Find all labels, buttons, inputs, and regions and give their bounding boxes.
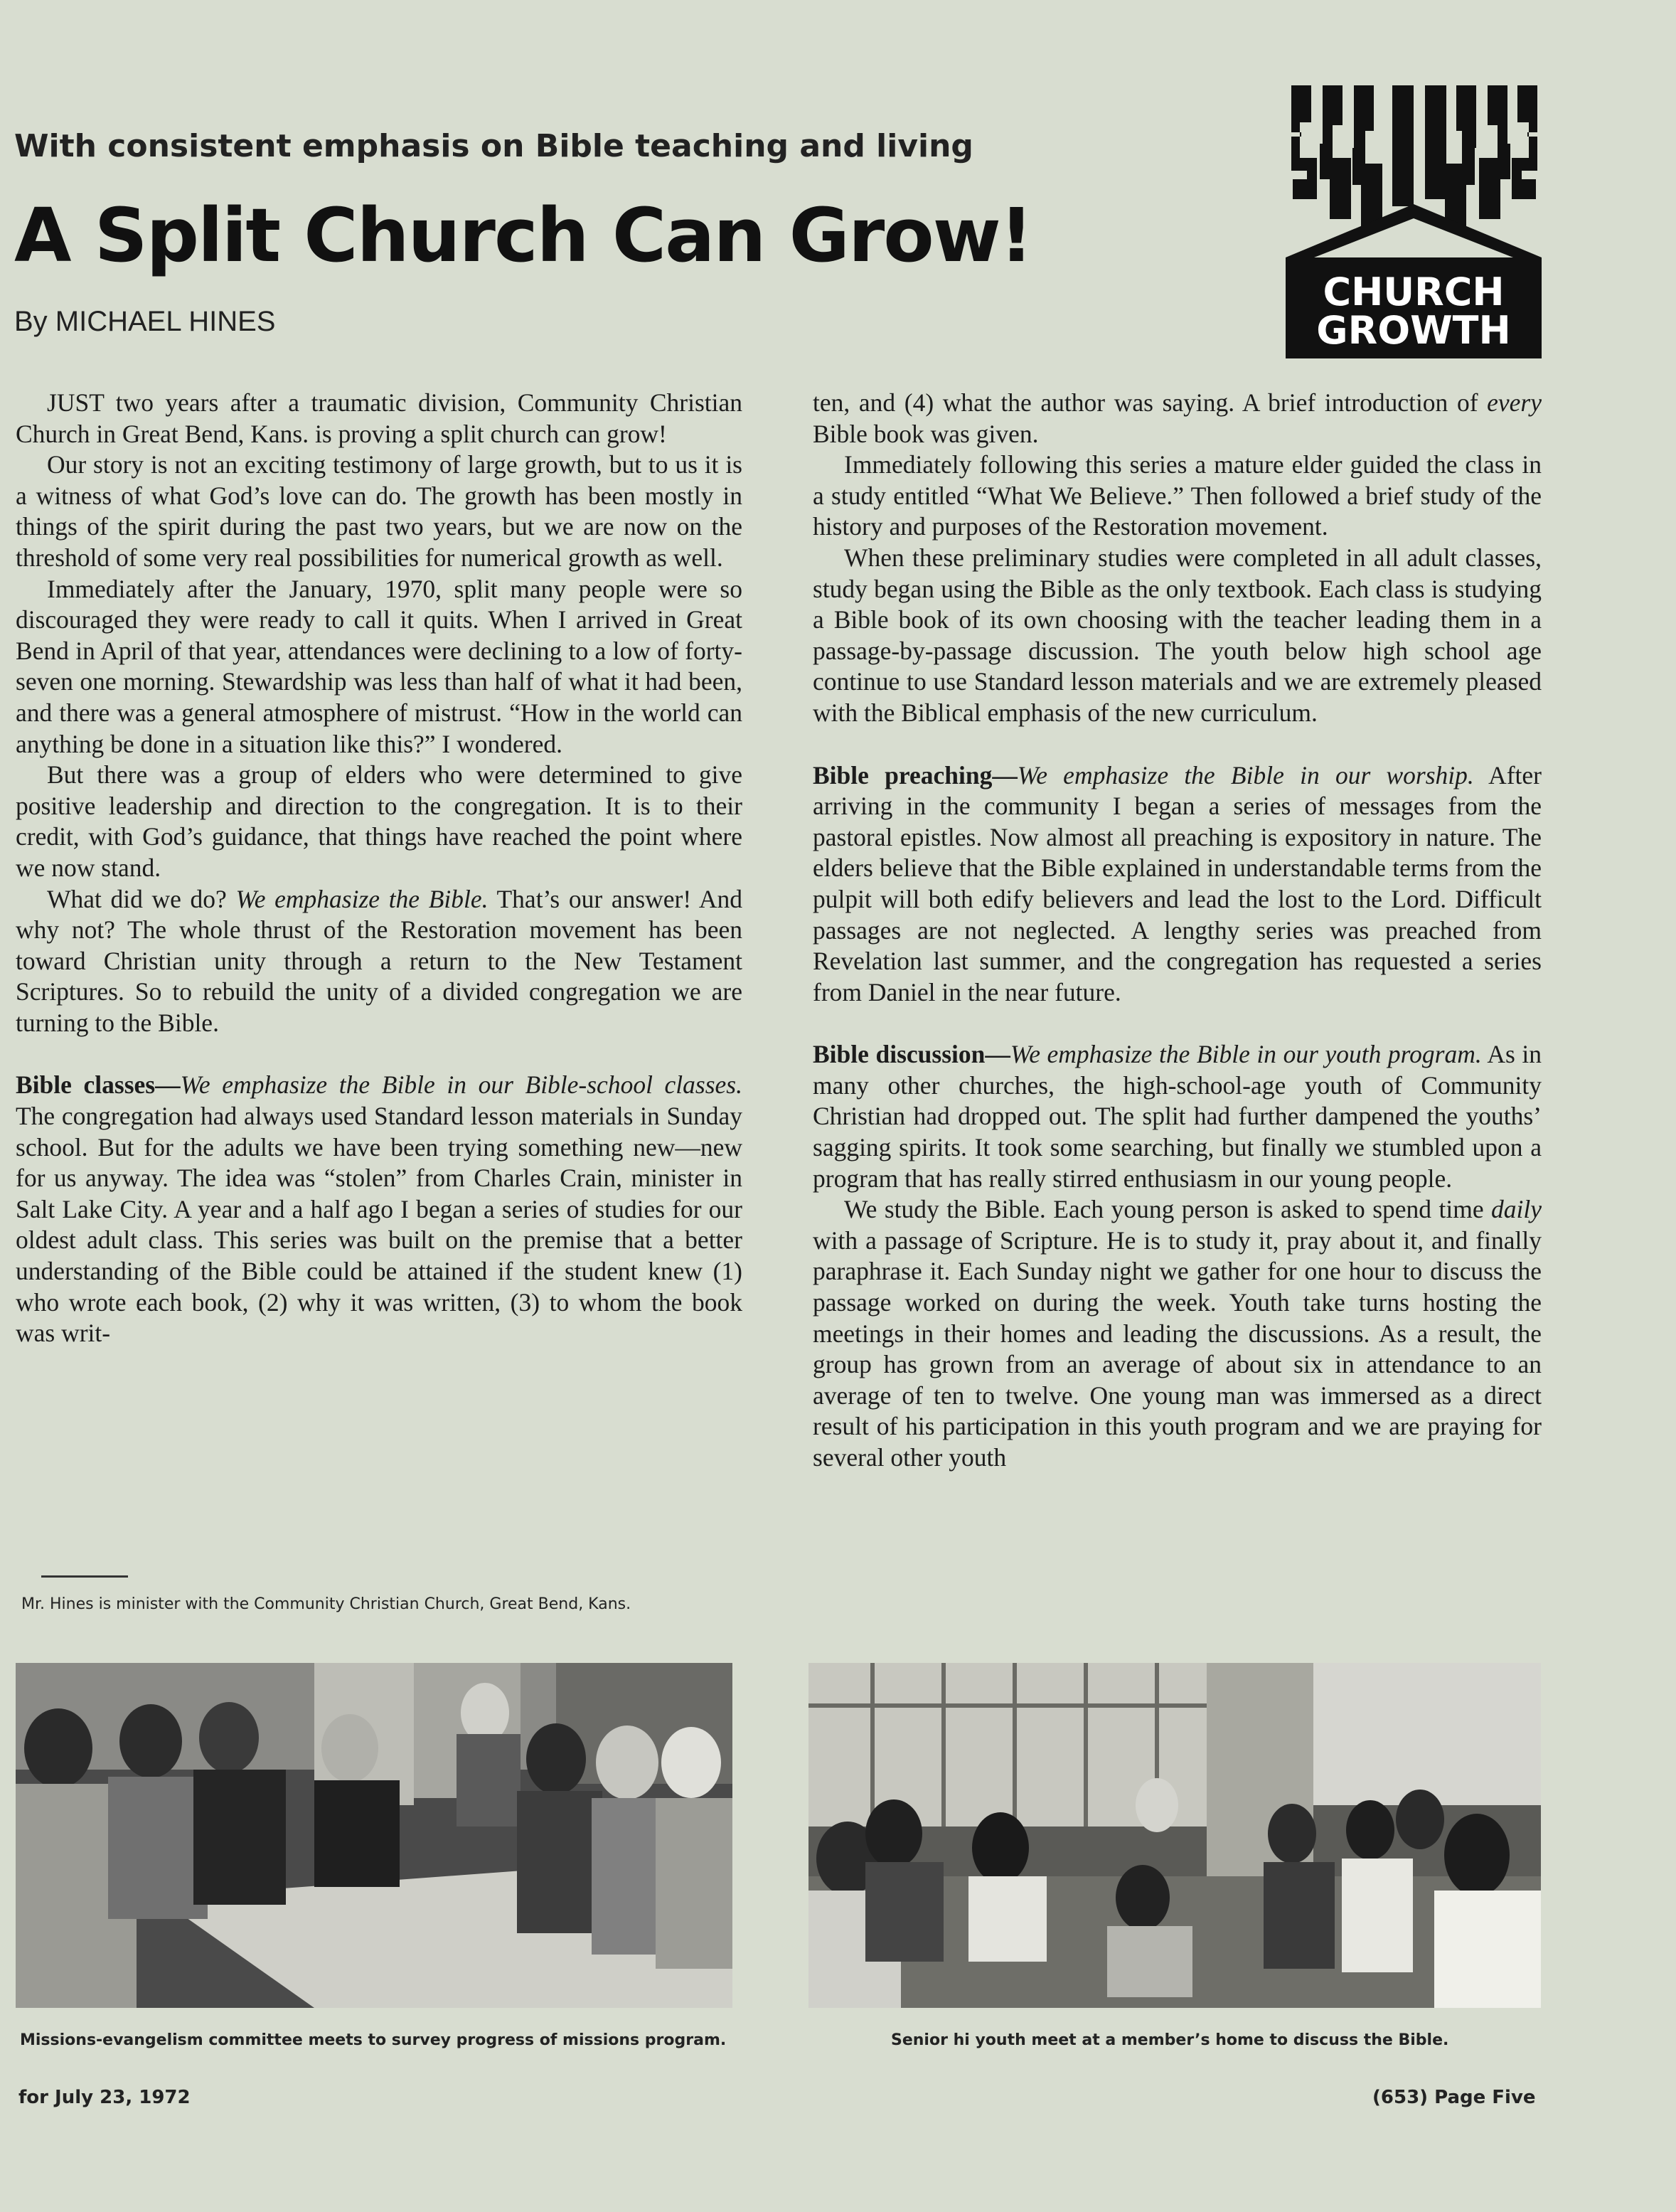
paragraph — [813, 388, 1542, 450]
article-byline: By MICHAEL HINES — [14, 306, 276, 337]
logo-word-growth: GROWTH — [1316, 308, 1511, 353]
paragraph: Our story is not an exciting testimony of large growth, but to us it is a witness of what God’s love can do. The growth has been mostly in things of the spirit during the past two years, but we are now on the threshold of some very real possibilities for numerical growth as well. — [16, 450, 742, 572]
emphasis-text: We emphasize the Bible in our youth program. — [1010, 1040, 1482, 1069]
section-heading: Bible classes— — [16, 1070, 181, 1100]
section-bible-classes — [16, 1070, 742, 1349]
youth-photo-image — [808, 1663, 1541, 2008]
paragraph — [813, 1194, 1542, 1473]
text-run: Bible book was given. — [813, 419, 1039, 448]
section-heading: Bible preaching— — [813, 760, 1018, 789]
logo-word-church: CHURCH — [1323, 270, 1505, 314]
text-run: As in many other churches, the high-school-age youth of Community Christian had dropped out. The split had further dampened the youths’ sagging spirits. It took some searching, but finally we stumbled upon a program that has really stirred enthusiasm in our young people. — [813, 1040, 1542, 1193]
emphasis-text: We emphasize the Bible in our Bible-school classes. — [180, 1070, 742, 1100]
section-bible-discussion — [813, 1039, 1542, 1194]
article-column-right — [813, 388, 1542, 1474]
footnote-divider — [41, 1575, 128, 1578]
emphasis-text: We emphasize the Bible in our worship. — [1017, 760, 1474, 789]
text-run: After arriving in the community I began a series of messages from the pastoral epistles. Now almost all preaching is expository in nature. The elders believe that the Bible explained in understandable terms from the pulpit will both edify believers and lead the lost to the Lord. Difficult passages are not neglected. A lengthy series was preached from Revelation last summer, and the congregation has requested a series from Daniel in the near future. — [813, 760, 1542, 1006]
emphasis-text: every — [1487, 388, 1542, 417]
photo-committee-meeting — [16, 1663, 732, 2008]
text-run: ten, and (4) what the author was saying. A brief introduction of — [813, 388, 1488, 417]
text-run: with a passage of Scripture. He is to study it, pray about it, and finally paraphrase it. Each Sunday night we gather for one hour to discuss the passage worked on during the week. Youth take turns hosting the meetings in their homes and leading the discussions. As a result, the group has grown from an average of about six in attendance to an average of ten to twelve. One young man was immersed as a direct result of his participation in this youth program and we are praying for several other youth — [813, 1225, 1542, 1472]
section-heading: Bible discussion— — [813, 1040, 1010, 1069]
author-footnote: Mr. Hines is minister with the Community Christian Church, Great Bend, Kans. — [21, 1595, 631, 1613]
article-headline: A Split Church Can Grow! — [14, 192, 1032, 279]
issue-date: for July 23, 1972 — [18, 2087, 191, 2108]
paragraph — [16, 884, 742, 1039]
emphasis-text: daily — [1491, 1195, 1542, 1224]
text-run: That’s our answer! And why not? The whole thrust of the Restoration movement has been toward Christian unity through a return to the New Testament Scriptures. So to rebuild the unity of a divided congregation we are turning to the Bible. — [16, 884, 743, 1037]
paragraph: Immediately following this series a mature elder guided the class in a study entitled “What We Believe.” Then followed a brief study of the history and purposes of the Restoration movement. — [813, 450, 1542, 541]
photo-youth-meeting — [808, 1663, 1541, 2008]
text-run: What did we do? — [47, 884, 236, 913]
church-growth-logo — [1286, 80, 1542, 358]
text-run: We study the Bible. Each young person is asked to spend time — [844, 1195, 1492, 1224]
photo-caption-left: Missions-evangelism committee meets to survey progress of missions program. — [20, 2031, 727, 2049]
emphasis-text: We emphasize the Bible. — [235, 884, 489, 913]
paragraph: Immediately after the January, 1970, split many people were so discouraged they were ready to call it quits. When I arrived in Great Bend in April of that year, attendances were declining to a low of forty-seven one morning. Stewardship was less than half of what it had been, and there was a general atmosphere of mistrust. “How in the world can anything be done in a situation like this?” I wondered. — [16, 574, 742, 758]
paragraph: But there was a group of elders who were determined to give positive leadership and direction to the congregation. It is to their credit, with God’s guidance, that things have reached the point where we now stand. — [16, 760, 742, 882]
paragraph: JUST two years after a traumatic division, Community Christian Church in Great Bend, Kans. is proving a split church can grow! — [16, 388, 742, 448]
photo-caption-right: Senior hi youth meet at a member’s home to discuss the Bible. — [891, 2031, 1449, 2049]
article-column-left — [16, 388, 742, 1349]
section-bible-preaching — [813, 760, 1542, 1009]
article-kicker: With consistent emphasis on Bible teaching and living — [14, 128, 973, 164]
page-number: (653) Page Five — [1372, 2087, 1536, 2108]
paragraph: When these preliminary studies were completed in all adult classes, study began using the Bible as the only textbook. Each class is studying a Bible book of its own choosing with the teacher leading them in a passage-by-passage discussion. The youth below high school age continue to use Standard lesson materials and we are extremely pleased with the Biblical emphasis of the new curriculum. — [813, 543, 1542, 727]
committee-photo-image — [16, 1663, 732, 2008]
text-run: The congregation had always used Standard lesson materials in Sunday school. But for the adults we have been trying something new—new for us anyway. The idea was “stolen” from Charles Crain, minister in Salt Lake City. A year and a half ago I began a series of studies for our oldest adult class. This series was built on the premise that a better understanding of the Bible could be attained if the student knew (1) who wrote each book, (2) why it was written, (3) to whom the book was writ- — [16, 1102, 742, 1348]
